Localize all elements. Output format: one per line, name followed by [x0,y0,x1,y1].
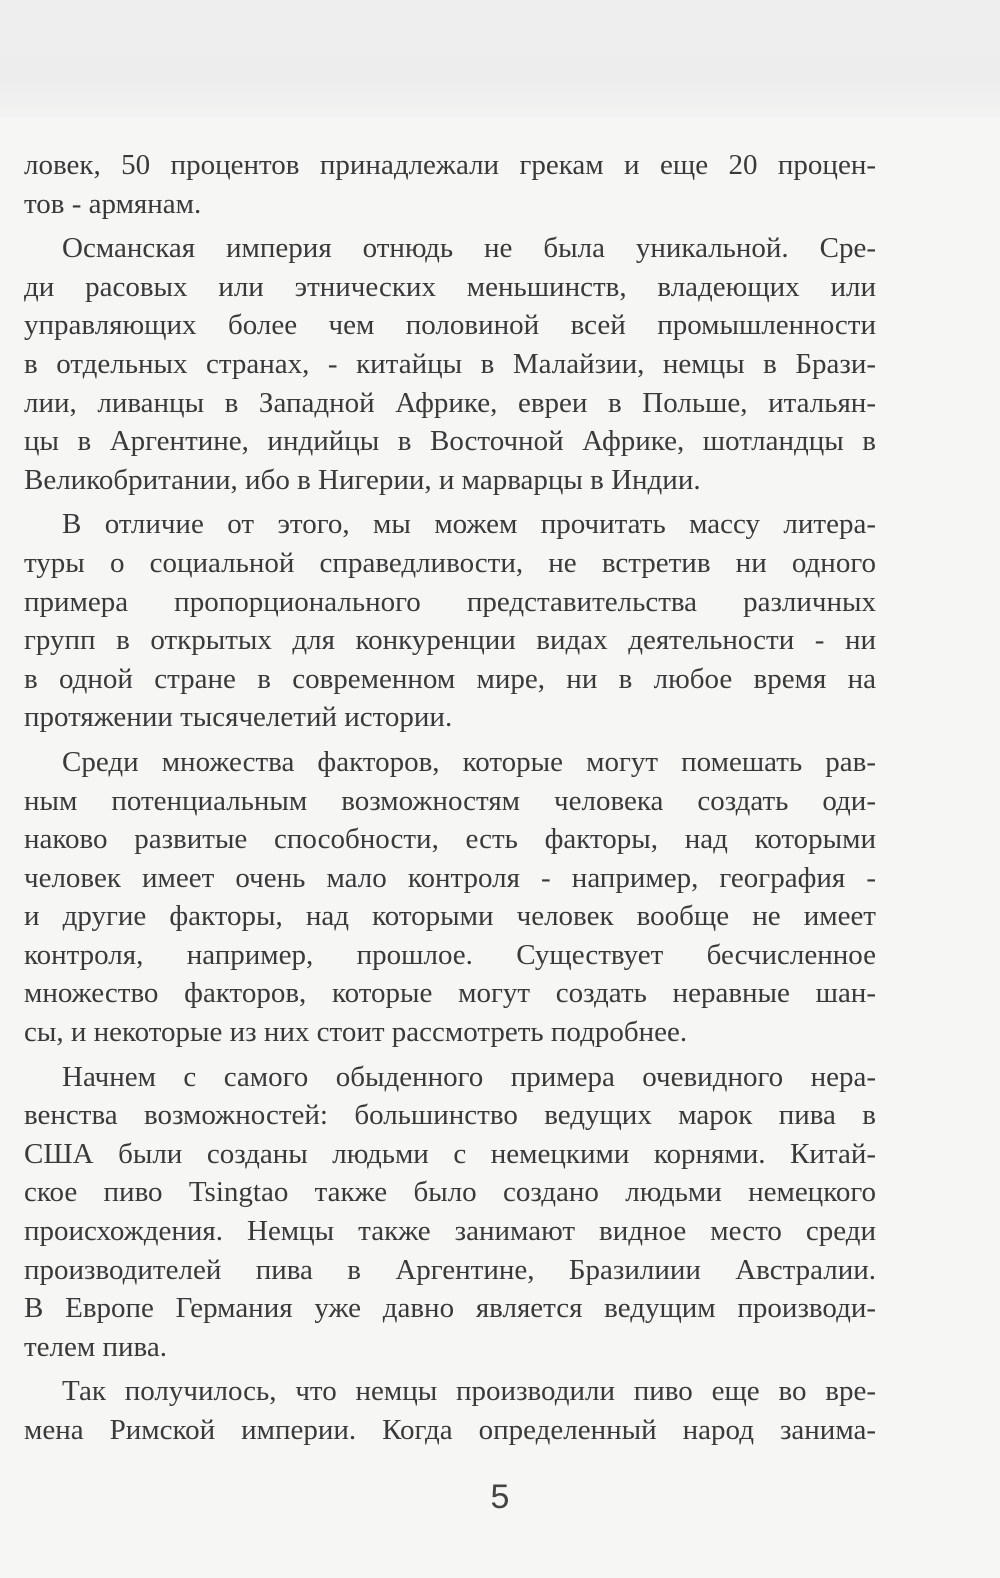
paragraph [24,1372,876,1449]
text-line: мена Римской империи. Когда определенный народ занима- [24,1414,876,1446]
text-line: В отличие от этого, мы можем прочитать массу литера- [62,508,876,541]
text-line: в одной стране в современном мире, ни в любое время на [24,662,876,695]
text-line: множество факторов, которые могут создать неравные шан- [24,977,876,1010]
text-line: в отдельных странах, - китайцы в Малайзии, немцы в Брази- [24,347,876,380]
text-line: ловек, 50 процентов принадлежали грекам и еще 20 процен- [24,149,876,181]
text-line: США были созданы людьми с немецкими корнями. Китай- [24,1137,876,1170]
text-line: Великобритании, ибо в Нигерии, и марварцы в Индии. [24,463,701,496]
page-body-text [24,146,876,1450]
text-line: туры о социальной справедливости, не встретив ни одного [24,546,876,579]
text-line: человек имеет очень мало контроля - например, география - [24,861,876,894]
paragraph [24,743,876,1052]
text-line: сы, и некоторые из них стоит рассмотреть подробнее. [24,1016,688,1049]
text-line: тов - армянам. [24,187,202,220]
text-line: телем пива. [24,1330,167,1363]
text-line: происхождения. Немцы также занимают видное место среди [24,1215,876,1248]
text-line: и другие факторы, над которыми человек вообще не имеет [24,900,876,933]
text-line: цы в Аргентине, индийцы в Восточной Африке, шотландцы в [24,425,876,458]
text-line: протяжении тысячелетий истории. [24,701,453,734]
text-line: Османская империя отнюдь не была уникальной. Сре- [62,232,876,265]
text-line: В Европе Германия уже давно является ведущим производи- [24,1292,876,1325]
text-line: лии, ливанцы в Западной Африке, евреи в Польше, итальян- [24,386,876,419]
text-line: Среди множества факторов, которые могут помешать рав- [62,745,876,778]
text-line: управляющих более чем половиной всей промышленности [24,309,876,342]
scan-top-margin [0,0,1000,118]
text-line: ди расовых или этнических меньшинств, владеющих или [24,270,876,303]
text-line: ское пиво Tsingtao также было создано людьми немецкого [24,1176,876,1209]
text-line: примера пропорционального представительства различных [24,585,876,618]
page-number: 5 [490,1478,510,1516]
text-line: контроля, например, прошлое. Существует бесчисленное [24,938,876,971]
paragraph [24,1058,876,1367]
paragraph [24,505,876,737]
text-line: Начнем с самого обыденного примера очевидного нера- [62,1060,876,1093]
text-line: наково развитые способности, есть факторы, над которыми [24,823,876,856]
paragraph [24,229,876,499]
paragraph [24,146,876,223]
text-line: производителей пива в Аргентине, Бразилиии Австралии. [24,1253,876,1286]
text-line: венства возможностей: большинство ведущих марок пива в [24,1099,876,1132]
text-line: Так получилось, что немцы производили пиво еще во вре- [62,1375,876,1408]
text-line: групп в открытых для конкуренции видах деятельности - ни [24,624,876,657]
text-line: ным потенциальным возможностям человека создать оди- [24,784,876,817]
